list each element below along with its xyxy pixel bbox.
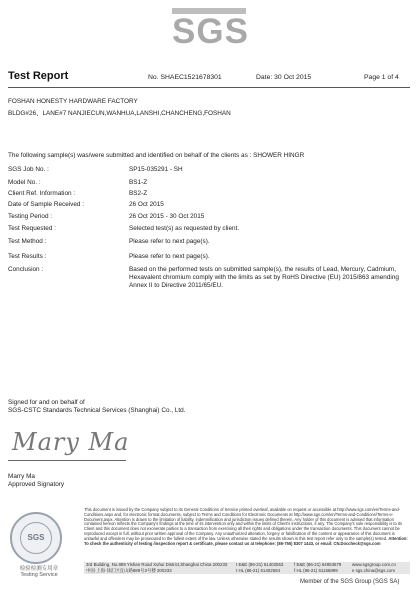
- address-block: [86, 562, 227, 573]
- field-label: Model No. :: [8, 179, 41, 186]
- header-divider: [8, 87, 410, 88]
- field-label: SGS Job No. :: [8, 166, 49, 173]
- sgs-logo: [172, 8, 249, 51]
- signatory-name: Marry Ma: [8, 473, 35, 480]
- field-label: Conclusion :: [8, 266, 44, 273]
- intro-text: The following sample(s) was/were submitted and identified on behalf of the clients as : SHOWER HINGR: [8, 152, 305, 159]
- logo-text: SGS: [172, 12, 249, 51]
- address-en: 3rd Building, No.889 Yishan Road Xuhui District,Shanghai China 200233: [86, 562, 228, 567]
- signatory-role: Approved Signatory: [8, 481, 65, 488]
- member-line: Member of the SGS Group (SGS SA): [300, 579, 400, 585]
- company-name: FOSHAN HONESTY HARDWARE FACTORY: [8, 98, 138, 105]
- field-value: 26 Oct 2015: [129, 201, 164, 208]
- address-cn: 中国·上海·徐汇区宜山路889号3号楼 200233: [86, 567, 172, 573]
- field-value: Selected test(s) as requested by client.: [129, 225, 240, 232]
- website-link[interactable]: www.sgsgroup.com.cn: [352, 562, 396, 567]
- report-number: No. SHAEC1521678301: [148, 74, 222, 81]
- field-value: 26 Oct 2015 - 30 Oct 2015: [129, 213, 205, 220]
- authenticity-notice: Attention: To check the authenticity of testing /inspection report & certificate, please contact us at telephone: (86-755) 8307 1443, or email: CN.Doccheck@sgs.com: [84, 535, 408, 546]
- phone-block-1: [236, 562, 283, 573]
- company-address: BLDG#26、LANE#7 NANJIECUN,WANHUA,LANSHI,CHANCHENG,FOSHAN: [8, 110, 231, 117]
- field-label: Test Requested :: [8, 225, 56, 232]
- report-title: Test Report: [8, 70, 69, 82]
- field-label: Testing Period :: [8, 213, 53, 220]
- fax-hl: f HL (86-21) 61156899: [294, 567, 338, 573]
- field-label: Test Method :: [8, 238, 47, 245]
- handwritten-signature: Mary Ma: [12, 428, 130, 456]
- field-value: BS2-Z: [129, 190, 148, 197]
- field-value: Please refer to next page(s).: [129, 253, 210, 260]
- conclusion-text: Based on the performed tests on submitted sample(s), the results of Lead, Mercury, Cadmium, Hexavalent chromium comply with the limits as set by RoHS Directive (EU) 2015/863 amending Annex II to Directive 2011/65/EU.: [129, 266, 399, 289]
- field-value: BS1-Z: [129, 179, 148, 186]
- stamp-caption: 检验检测专用章 Testing Service: [19, 566, 59, 578]
- testing-service-stamp: [10, 512, 62, 564]
- field-label: Date of Sample Received :: [8, 201, 85, 208]
- signing-company: SGS-CSTC Standards Technical Services (Shanghai) Co., Ltd.: [8, 407, 186, 414]
- stamp-center: SGS: [20, 522, 52, 554]
- phone-hl: t HL (86-21) 61402594: [236, 567, 281, 573]
- fax-block: [294, 562, 341, 573]
- web-block: [352, 562, 396, 573]
- fax-ee: f E&E (86-21) 64953679: [294, 562, 342, 567]
- signed-for-line: Signed for and on behalf of: [8, 399, 85, 406]
- field-value: SP15-035291 - SH: [129, 166, 183, 173]
- legal-text: This document is issued by the Company subject to its General Conditions of Service printed overleaf, available on request or accessible at http://www.sgs.com/en/Terms-and-Conditions.aspx and, for electronic format documents, subject to Terms and Conditions for Electronic Documents at http://www.sgs.com/en/Terms-and-Conditions/Terms-e-Document.aspx. Attention is drawn to the limitation of liability, indemnification and jurisdiction issues defined therein. Any holder of this document is advised that information contained hereon reflects the Company's findings at the time of its intervention only and within the limits of Client's instructions, if any. The Company's sole responsibility is to its Client and this document does not exonerate parties to a transaction from exercising all their rights and obligations under the transaction documents. This document cannot be reproduced except in full, without prior written approval of the Company. Any unauthorized alteration, forgery or falsification of the content or appearance of this document is unlawful and offenders may be prosecuted to the fullest extent of the law. Unless otherwise stated the results shown in this test report refer only to the sample(s) tested.: [84, 507, 403, 541]
- field-label: Client Ref. Information :: [8, 190, 76, 197]
- email-link[interactable]: e sgs.china@sgs.com: [352, 567, 396, 573]
- phone-ee: t E&E (86-21) 61402553: [236, 562, 284, 567]
- field-value: Please refer to next page(s).: [129, 238, 210, 245]
- field-label: Test Results :: [8, 253, 47, 260]
- report-date: Date: 30 Oct 2015: [256, 74, 312, 81]
- legal-notice: [84, 508, 408, 546]
- signature-line: [8, 460, 126, 461]
- page-number: Page 1 of 4: [364, 74, 399, 81]
